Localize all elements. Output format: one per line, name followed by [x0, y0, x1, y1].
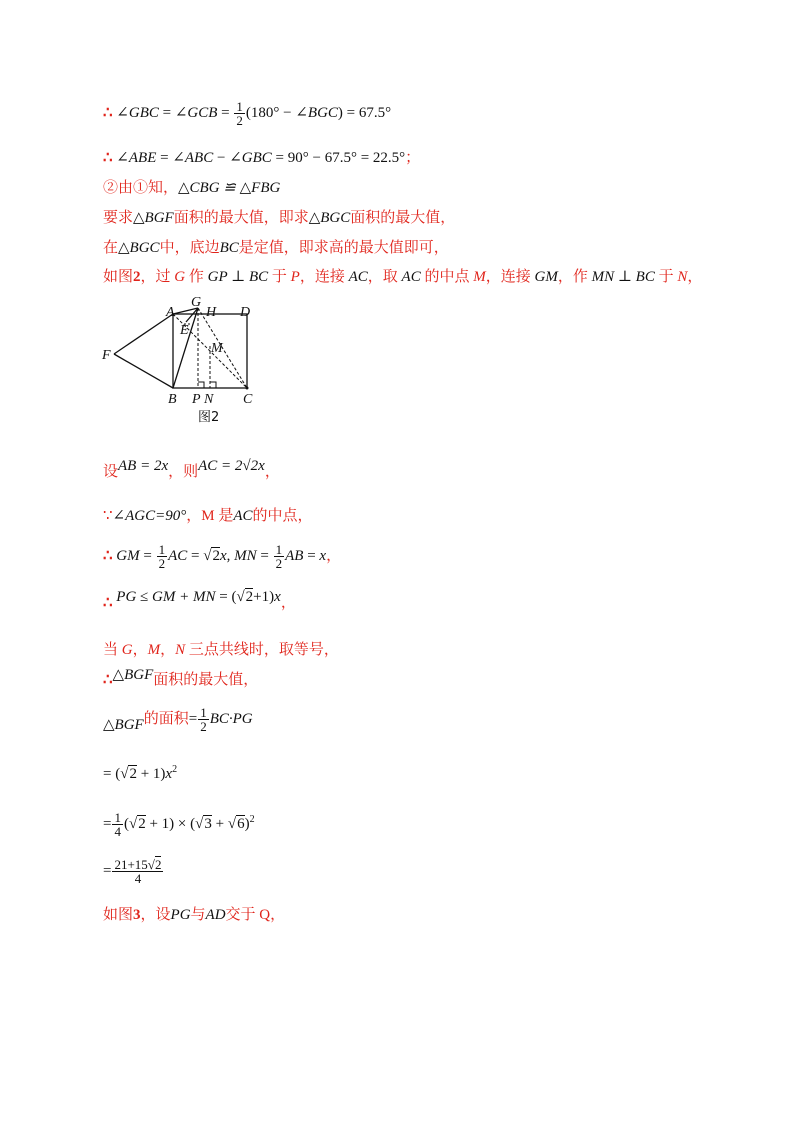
label-a: A — [166, 305, 175, 320]
line-12: ∴△BGF面积的最大值， — [103, 667, 259, 688]
figure-caption: 图2 — [198, 410, 220, 425]
label-m: M — [211, 341, 223, 356]
line-10: ∴ PG ≤ GM + MN = (√2+1)x， — [103, 589, 296, 611]
label-n: N — [204, 392, 214, 407]
line-16: = $\frac{21+15√2}{4}$ — [103, 857, 162, 886]
figure-2 — [100, 294, 270, 434]
line-4: 要求△BGF面积的最大值，即求△BGC面积的最大值， — [103, 210, 456, 226]
line-6: 如图2，过 G 作 GP ⊥ BC 于 P，连接 AC，取 AC 的中点 M，连接 GM，作 MN ⊥ BC 于 N， — [103, 269, 703, 285]
line-9: ∴ GM = $\frac{1}{2}$ AC = √2x, MN = $\frac{1}{2}$ AB = x， — [103, 542, 342, 571]
label-f: F — [102, 348, 111, 363]
label-e: E — [180, 323, 189, 338]
line-11: 当 G，M，N 三点共线时，取等号， — [103, 642, 339, 658]
line-2: ∴ ∠ABE = ∠ABC − ∠GBC = 90° − 67.5° = 22.5°； — [103, 150, 421, 166]
line-1: ∴ ∠GBC = ∠GCB = $\frac{1}{2}$ (180° − ∠BGC) = 67.5° — [103, 99, 392, 128]
label-p: P — [192, 392, 201, 407]
label-d: D — [240, 305, 251, 320]
line-14: = $(√2 + 1)x^2$ — [103, 764, 178, 782]
label-c: C — [243, 392, 253, 407]
label-b: B — [168, 392, 177, 407]
label-h: H — [206, 305, 217, 320]
line-17: 如图3，设PG与AD交于 Q， — [103, 907, 286, 923]
line-5: 在△BGC中，底边BC是定值，即求高的最大值即可， — [103, 240, 449, 256]
label-g: G — [191, 295, 202, 310]
line-15: = $\frac{1}{4}$ $(√2 + 1) \times (√3 + √6)^2$ — [103, 810, 255, 840]
line-13: △BGF的面积= $\frac{1}{2}$ BC·PG — [103, 705, 253, 734]
line-8: ∵∠AGC=90°，M 是AC的中点， — [103, 508, 313, 524]
line-3: ②由①知，△CBG ≌ △FBG — [103, 180, 281, 196]
line-7: 设AB = 2x，则AC = 2√2x， — [103, 458, 280, 480]
